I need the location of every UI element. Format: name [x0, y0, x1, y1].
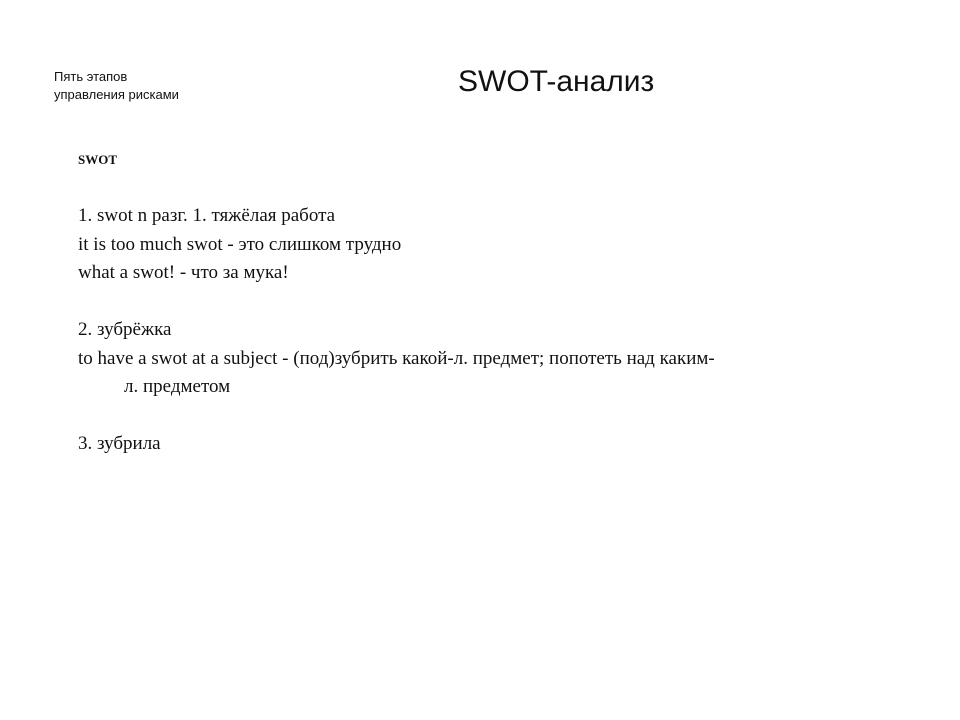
- section-subtitle: [54, 68, 179, 104]
- sense-1-example-1: it is too much swot - это слишком трудно: [78, 233, 402, 255]
- spacer: [78, 174, 898, 203]
- sense-2-definition: 2. зубрёжка: [78, 319, 172, 340]
- subtitle-line-2: управления рисками: [54, 87, 179, 102]
- entry-headword: swot: [78, 148, 118, 169]
- sense-3-definition: 3. зубрила: [78, 433, 161, 454]
- slide-title: SWOT-анализ: [458, 65, 655, 98]
- sense-2-example-1: to have a swot at a subject - (под)зубрить какой-л. предмет; попотеть над каким-: [78, 347, 715, 369]
- spacer: [78, 288, 898, 317]
- dictionary-entry: [78, 145, 898, 459]
- sense-1-example-2: what a swot! - что за мука!: [78, 262, 289, 283]
- sense-2-example-1-continued: л. предметом: [124, 376, 231, 397]
- spacer: [78, 402, 898, 431]
- subtitle-line-1: Пять этапов: [54, 69, 128, 84]
- sense-1-definition: 1. swot n разг. 1. тяжёлая работа: [78, 205, 336, 226]
